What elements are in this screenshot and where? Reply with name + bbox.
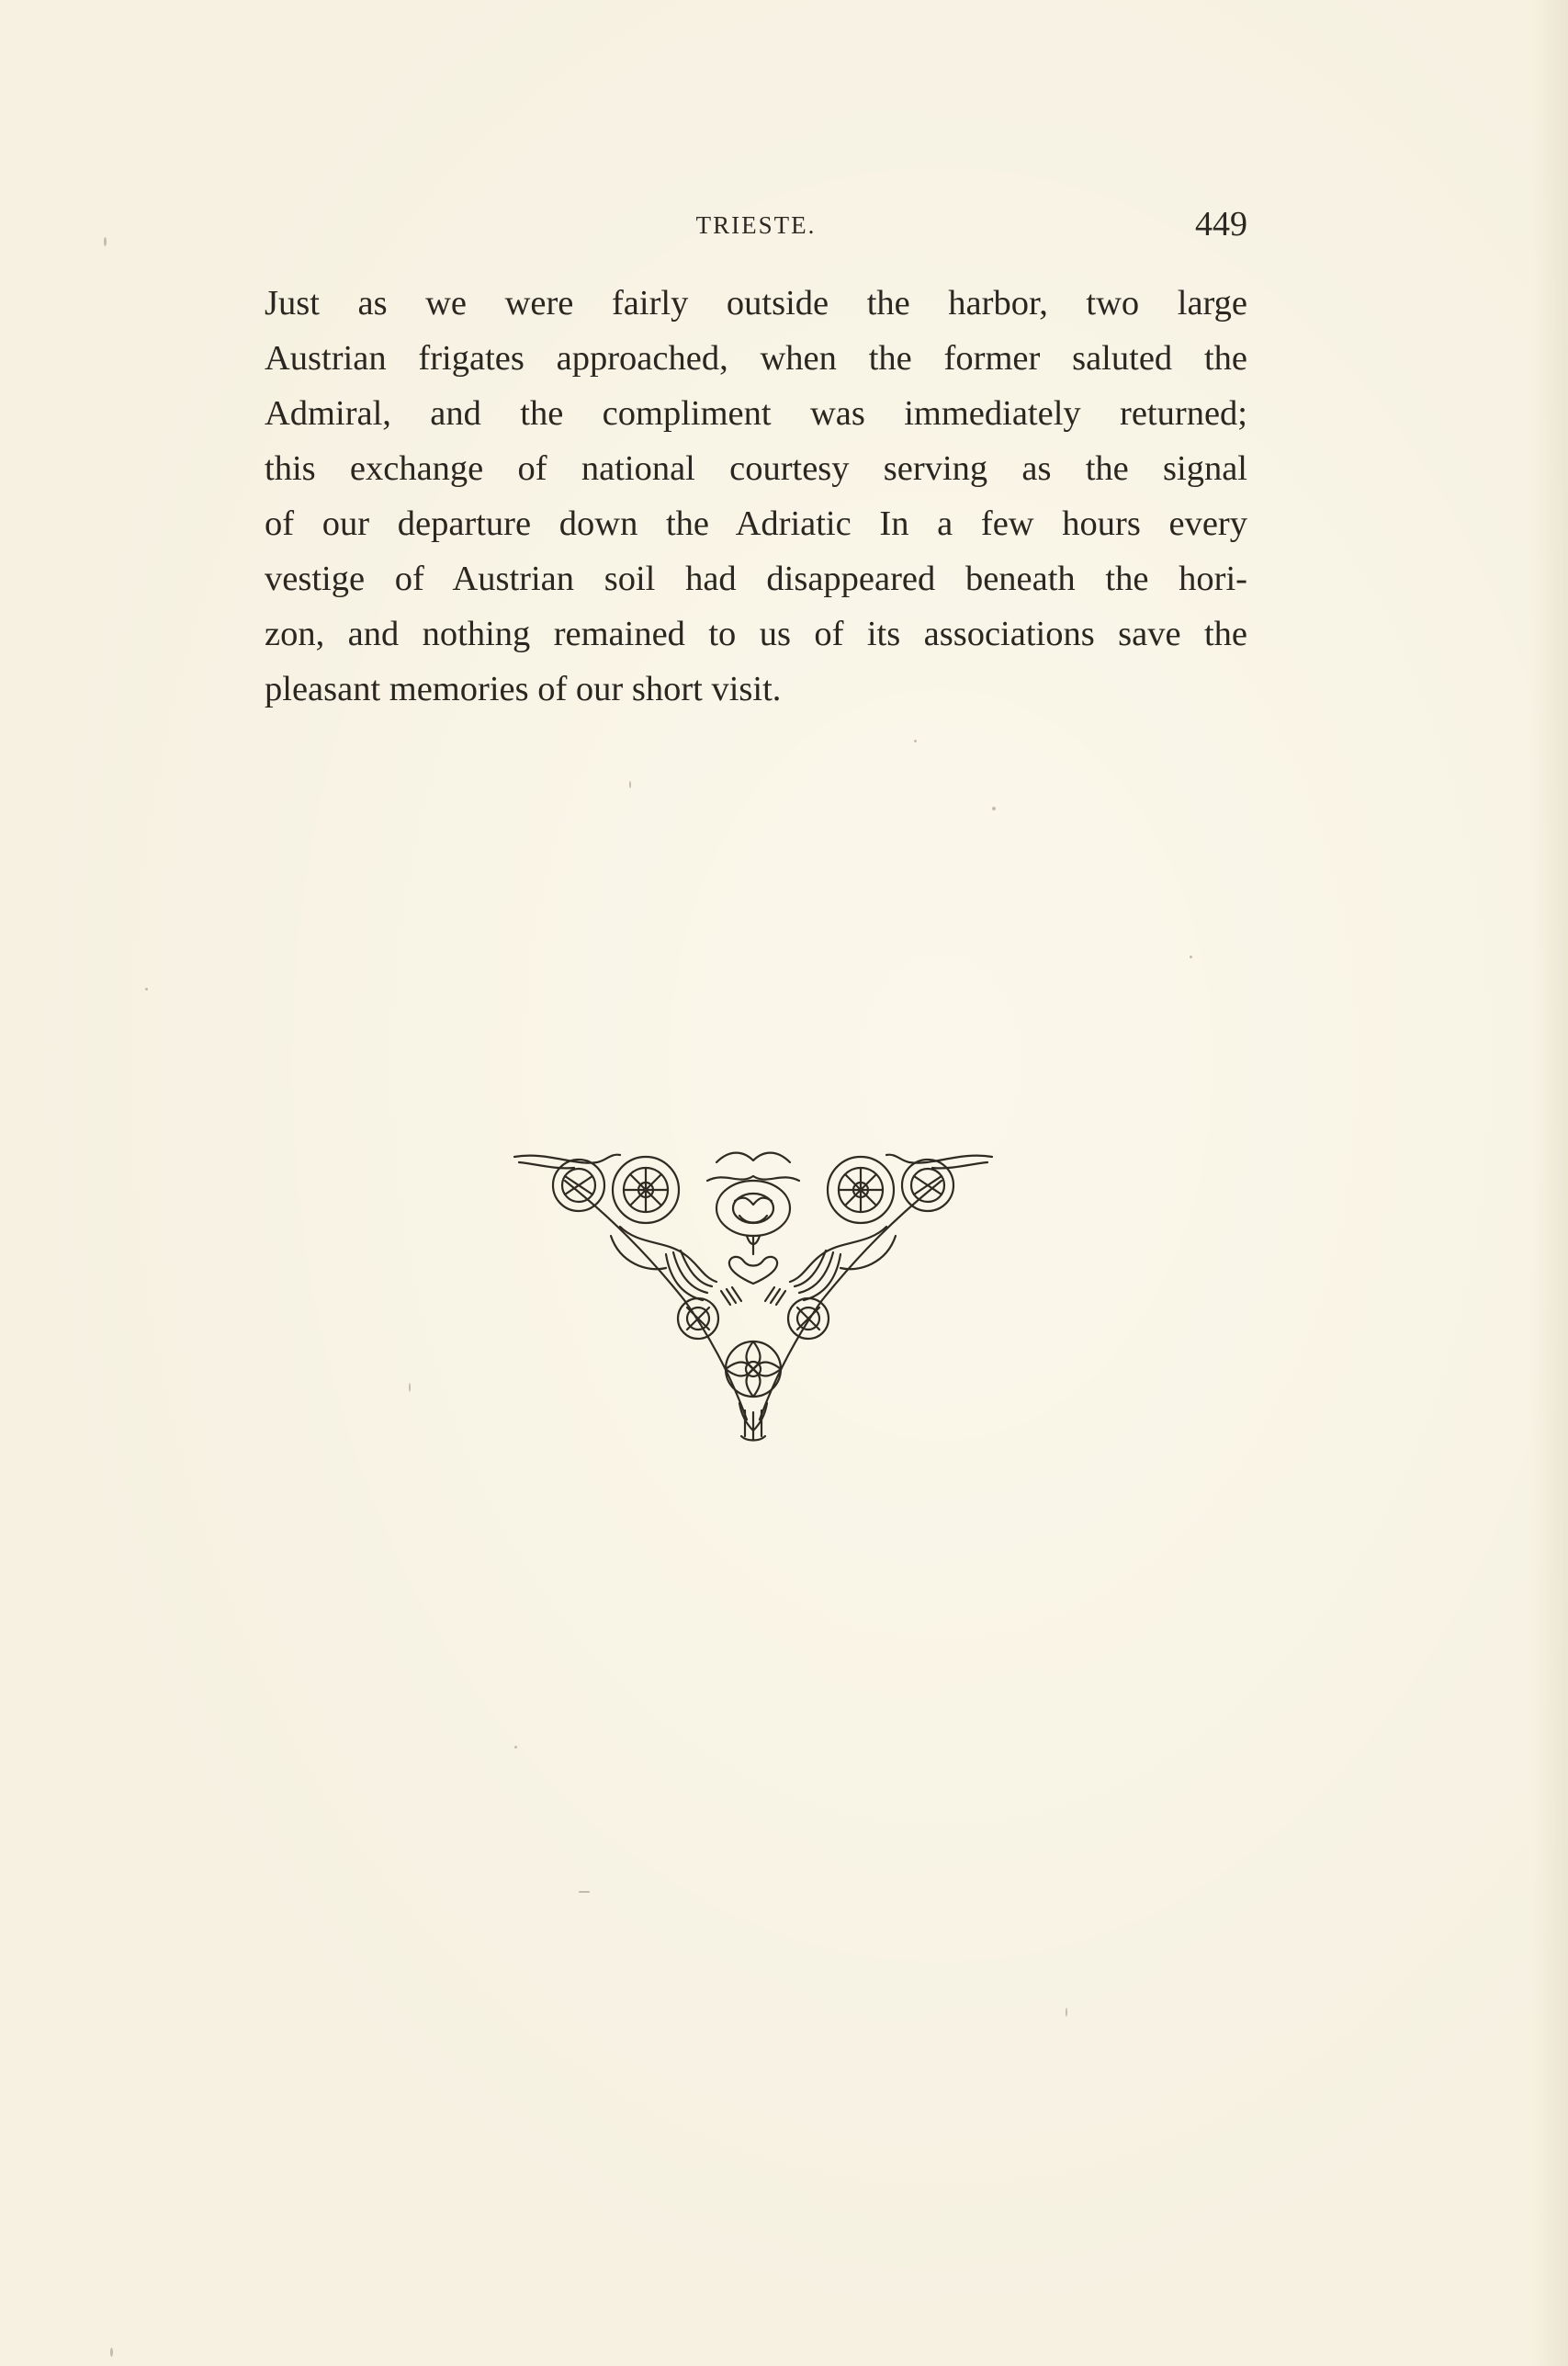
paper-speck (409, 1383, 411, 1392)
body-paragraph (265, 276, 1247, 717)
text-line: Just as we were fairly outside the harbor, two large (265, 284, 1247, 323)
paper-speck (145, 988, 148, 991)
paper-speck (914, 740, 917, 742)
paper-speck (104, 237, 107, 246)
running-title: TRIESTE. (695, 211, 817, 239)
text-line: pleasant memories of our short visit. (265, 670, 782, 708)
paper-speck (629, 781, 631, 788)
page-number: 449 (1195, 205, 1247, 243)
page-edge-shadow (1531, 0, 1568, 2366)
running-head (265, 204, 1247, 250)
floral-tailpiece-ornament-icon (510, 1144, 997, 1447)
paper-speck (992, 807, 996, 810)
paper-speck (1190, 956, 1192, 958)
text-line: this exchange of national courtesy serving as the signal (265, 449, 1247, 488)
text-line: vestige of Austrian soil had disappeared beneath the hori- (265, 560, 1247, 598)
paper-speck (1066, 2008, 1067, 2017)
text-line: zon, and nothing remained to us of its associations save the (265, 615, 1247, 653)
paper-speck (514, 1746, 517, 1749)
text-line: Admiral, and the compliment was immediately returned; (265, 394, 1247, 433)
text-line: of our departure down the Adriatic In a few hours every (265, 504, 1247, 543)
paper-speck (110, 2348, 113, 2357)
text-line: Austrian frigates approached, when the former saluted the (265, 339, 1247, 378)
paper-speck (579, 1891, 590, 1893)
